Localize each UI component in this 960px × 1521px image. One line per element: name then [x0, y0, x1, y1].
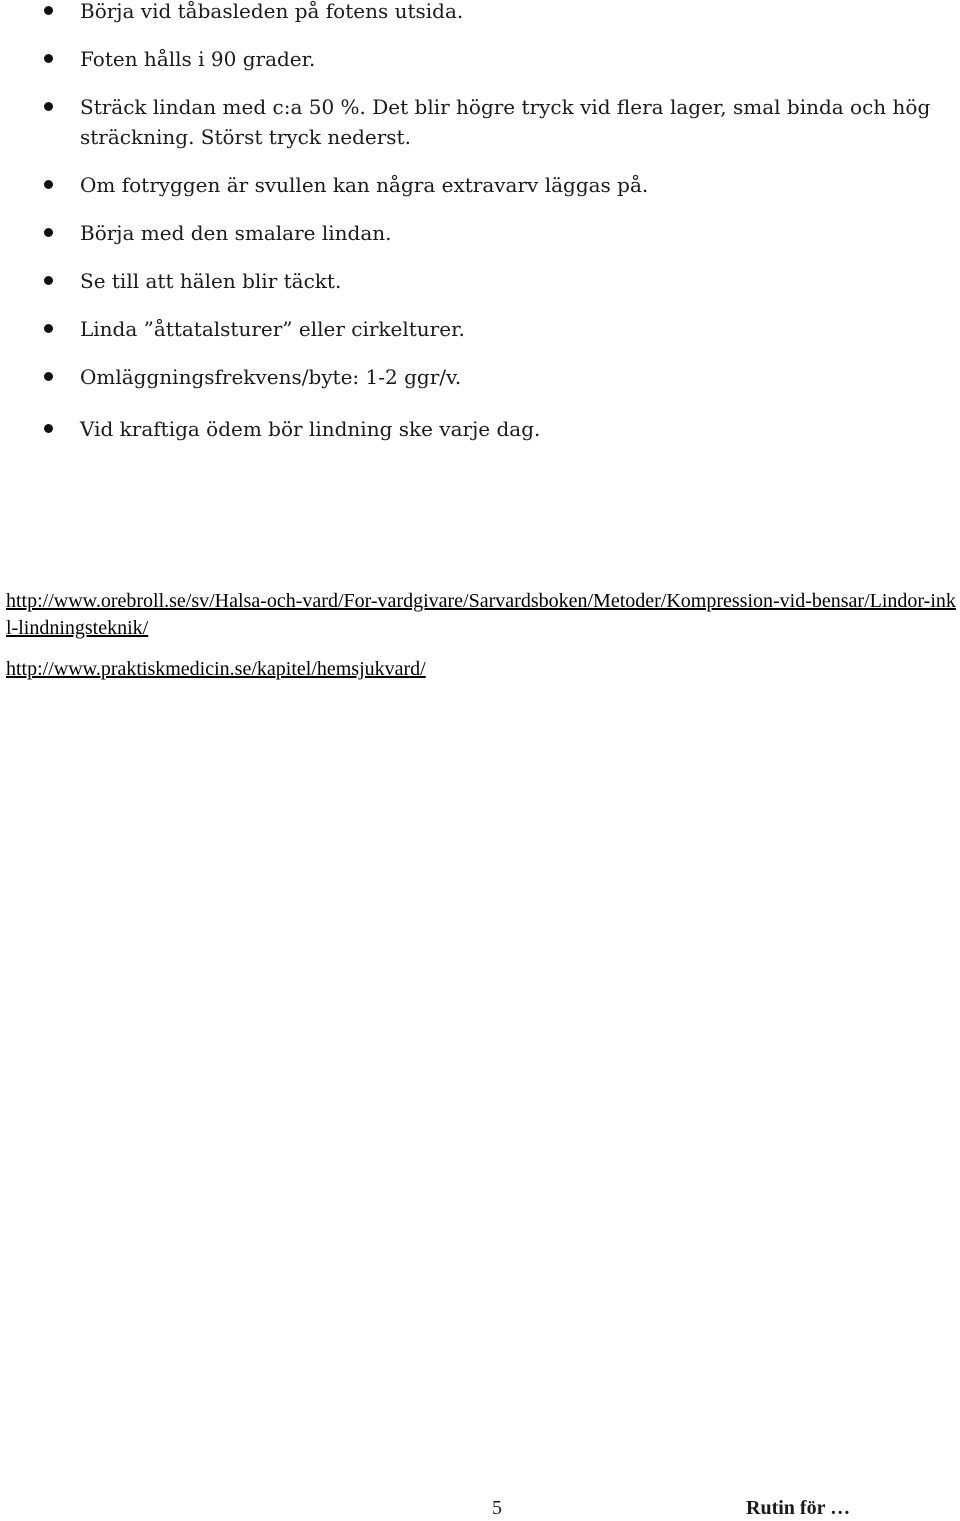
list-item [0, 314, 960, 344]
page-footer [0, 1496, 960, 1521]
bullet-icon [44, 6, 53, 15]
list-item [0, 44, 960, 74]
list-item-text: Foten hålls i 90 grader. [80, 47, 316, 71]
list-item-text: Linda ”åttatalsturer” eller cirkelturer. [80, 317, 465, 341]
list-item [0, 266, 960, 296]
link-spacer [6, 642, 958, 656]
bullet-icon [44, 324, 53, 333]
list-item-text: Sträck lindan med c:a 50 %. Det blir högre tryck vid flera lager, smal binda och hög sträckning. Störst tryck nederst. [80, 95, 931, 149]
bullet-icon [44, 54, 53, 63]
list-item-text: Se till att hälen blir täckt. [80, 269, 342, 293]
list-item [0, 0, 960, 26]
bullet-icon [44, 228, 53, 237]
list-item-text: Börja vid tåbasleden på fotens utsida. [80, 0, 464, 23]
reference-link-praktiskmedicin[interactable]: http://www.praktiskmedicin.se/kapitel/hemsjukvard/ [6, 658, 426, 680]
page-number: 5 [492, 1497, 502, 1519]
list-item-text: Om fotryggen är svullen kan några extravarv läggas på. [80, 173, 649, 197]
list-item [0, 92, 960, 152]
bullet-icon [44, 180, 53, 189]
reference-links [6, 588, 958, 683]
list-item [0, 414, 960, 444]
bullet-list [0, 0, 960, 444]
bullet-icon [44, 102, 53, 111]
bullet-icon [44, 424, 53, 433]
bullet-icon [44, 276, 53, 285]
bullet-icon [44, 372, 53, 381]
list-item-text: Omläggningsfrekvens/byte: 1-2 ggr/v. [80, 365, 462, 389]
list-item-text: Vid kraftiga ödem bör lindning ske varje dag. [80, 417, 541, 441]
footer-title: Rutin för … [746, 1497, 851, 1519]
list-item [0, 170, 960, 200]
reference-link-orebroll[interactable]: http://www.orebroll.se/sv/Halsa-och-vard/For-vardgivare/Sarvardsboken/Metoder/Kompression-vid-bensar/Lindor-inkl-lindningsteknik/ [6, 590, 956, 639]
list-item [0, 362, 960, 392]
list-item-text: Börja med den smalare lindan. [80, 221, 392, 245]
list-item [0, 218, 960, 248]
